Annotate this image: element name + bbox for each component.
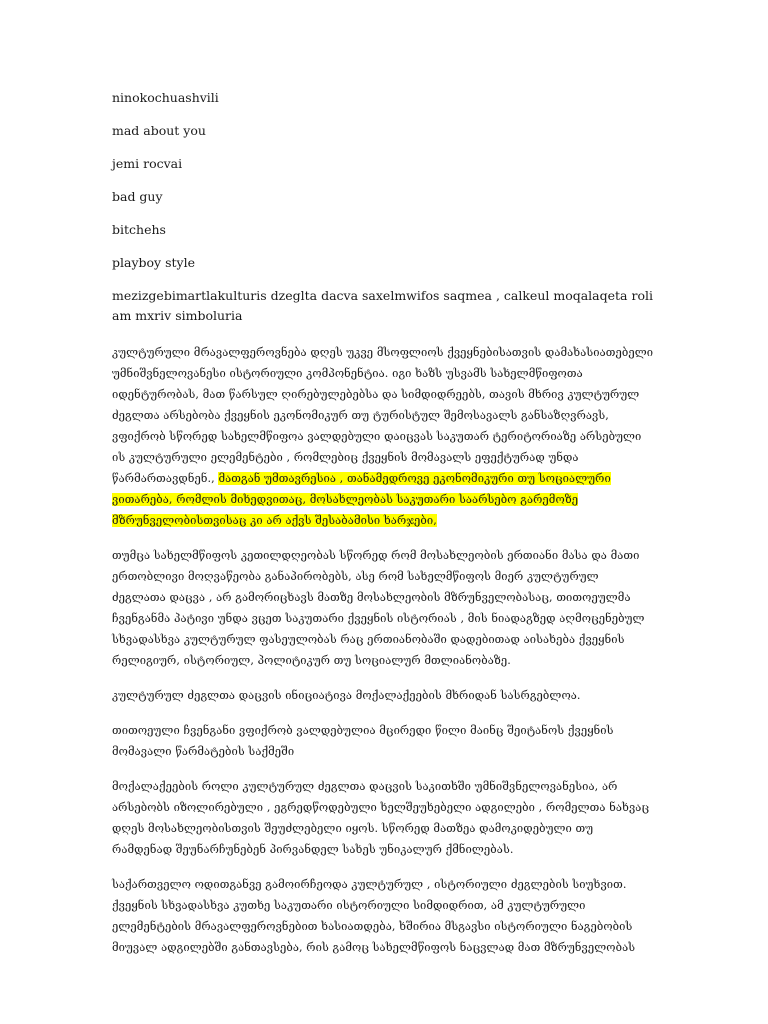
paragraph-1-text: კულტურული მრავალფეროვნება დღეს უკვე მსოფლიოს ქვეყნებისათვის დამახასიათებელი უმნიშვნელოვანესი ისტორიული კომპონენტია. იგი ხაზს უსვამს სახელმწიფოთა იდენტურობას, მათ წარსულ ღირებულებებსა და სიმდიდრეებს, თავის მხრივ კულტურულ ძეგლთა არსებობა ქვეყნის ეკონომიკურ თუ ტურისტულ შემოსავალს განსაზღვრავს, ვფიქრობ სწორედ სახელმწიფოა ვალდებული დაიცვას საკუთარ ტერიტორიაზე არსებული ის კულტურული ელემენტები , რომლებიც ქვეყნის მომავალს ეფექტურად უნდა წარმართავდნენ., <box>112 346 654 485</box>
paragraph-1 <box>112 342 656 531</box>
intro-paragraph: mezizgebimartlakulturis dzeglta dacva saxelmwifos saqmea , calkeul moqalaqeta roli am mxriv simboluria <box>112 288 653 323</box>
list-item: bitchehs <box>112 222 166 237</box>
paragraph-4: თითოეული ჩვენგანი ვფიქრობ ვალდებულია მცირედი წილი მაინც შეიტანოს ქვეყნის მომავალი წარმატების საქმეში <box>112 724 614 758</box>
highlighted-text: მათგან უმთავრესია , თანამედროვე ეკონომიკური თუ სოციალური ვითარება, რომლის მიხედვითაც, მოსახლეობას საკუთარი საარსებო გარემოზე მზრუნველობისთვისაც კი არ აქვს შესაბამისი ხარჯები, <box>112 472 611 527</box>
paragraph-3: კულტურულ ძეგლთა დაცვის ინიციატივა მოქალაქეების მხრიდან სასრგებლოა. <box>112 689 581 702</box>
list-item: jemi rocvai <box>112 156 183 171</box>
paragraph-5: მოქალაქეების როლი კულტურულ ძეგლთა დაცვის საკითხში უმნიშვნელოვანესია, არ არსებობს იზოლირებული , ეგრედწოდებული ხელშეუხებელი ადგილები , რომელთა ნახვაც დღეს მოსახლეობისთვის შეუძლებელი იყოს. სწორედ მათზეა დამოკიდებული თუ რამდენად შეუნარჩუნებენ პირვანდელ სახეს უნიკალურ ქმნილებას. <box>112 780 650 856</box>
list-item: bad guy <box>112 189 163 204</box>
paragraph-6: საქართველო ოდითგანვე გამოირჩეოდა კულტურულ , ისტორიული ძეგლების სიუხვით. ქვეყნის სხვადასხვა კუთხე საკუთარი ისტორიული სიმდიდრით, ამ კულტურული ელემენტების მრავალფეროვნებით ხასიათდება, ხშირია მსგავსი ისტორიული ნაგებობის მიუვალ ადგილებში განთავსება, რის გამოც სახელმწიფოს ნაცვლად მათ მზრუნველობას <box>112 878 636 954</box>
paragraph-2: თუმცა სახელმწიფოს კეთილდღეობას სწორედ რომ მოსახლეობის ერთიანი მასა და მათი ერთობლივი მოღვაწეობა განაპირობებს, ასე რომ სახელმწიფოს მიერ კულტურულ ძეგლათა დაცვა , არ გამორიცხავს მათზე მოსახლეობის მზრუნველობასაც, თითოეულმა ჩვენგანმა პატივი უნდა ვცეთ საკუთარი ქვეყნის ისტორიას , მის ნიადაგზედ აღმოცენებულ სხვადასხვა კულტურულ ფასეულობას რაც ერთიანობაში დადებითად აისახება ქვეყნის რელიგიურ, ისტორიულ, პოლიტიკურ თუ სოციალურ მთლიანობაზე. <box>112 549 645 667</box>
author-line: ninokochuashvili <box>112 90 219 105</box>
list-item: playboy style <box>112 255 195 270</box>
list-item: mad about you <box>112 123 206 138</box>
